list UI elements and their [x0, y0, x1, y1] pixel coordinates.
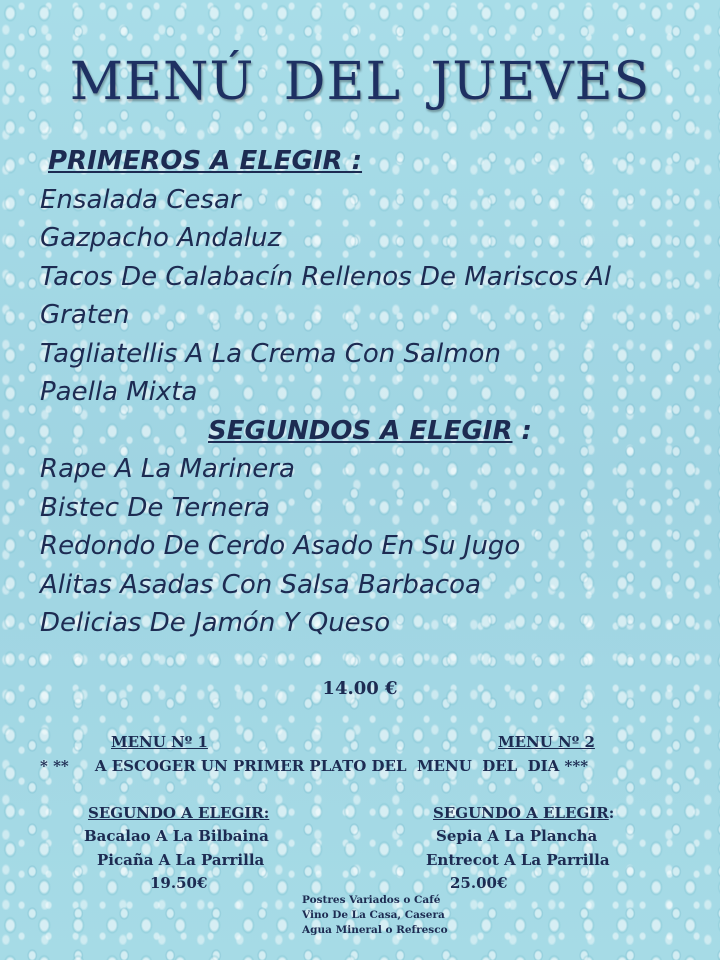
extras-list [302, 893, 448, 938]
segundos-item: Redondo De Cerdo Asado En Su Jugo [40, 531, 521, 561]
extras-item: Agua Mineral o Refresco [302, 924, 448, 936]
segundos-item: Delicias De Jamón Y Queso [40, 608, 391, 638]
menu2-title: MENU Nº 2 [498, 733, 595, 751]
main-menu-list [40, 142, 700, 643]
menu-title: MENÚ DEL JUEVES [69, 52, 651, 112]
menu1-item: Picaña A La Parrilla [97, 851, 265, 869]
primer-plato-note: * ** A ESCOGER UN PRIMER PLATO DEL MENU DEL DIA *** [40, 757, 589, 775]
menu2-segundo-colon: : [608, 804, 615, 822]
menu1-segundo-heading: SEGUNDO A ELEGIR: [88, 804, 270, 822]
menu-price: 14.00 € [322, 678, 398, 699]
segundos-item: Rape A La Marinera [40, 454, 295, 484]
segundos-heading-row [40, 412, 700, 451]
menu2-item: Sepia A La Plancha [436, 827, 598, 845]
primeros-item: Tagliatellis A La Crema Con Salmon [40, 338, 501, 369]
segundos-item: Alitas Asadas Con Salsa Barbacoa [40, 569, 481, 600]
menu1-title: MENU Nº 1 [111, 733, 208, 751]
primeros-item: Paella Mixta [40, 377, 198, 407]
primeros-item: Gazpacho Andaluz [40, 223, 282, 253]
menu1-item: Bacalao A La Bilbaina [84, 827, 269, 845]
primeros-item: Tacos De Calabacín Rellenos De Mariscos Al Graten [40, 261, 612, 330]
primeros-heading: PRIMEROS A ELEGIR : [48, 146, 363, 176]
extras-item: Postres Variados o Café [302, 894, 441, 906]
segundos-item: Bistec De Ternera [40, 492, 271, 523]
menu2-segundo-heading: SEGUNDO A ELEGIR [433, 804, 609, 822]
extras-item: Vino De La Casa, Casera [302, 909, 445, 921]
menu2-segundo-heading-row [433, 804, 614, 822]
menu2-price: 25.00€ [450, 874, 508, 892]
menu1-price: 19.50€ [150, 874, 208, 892]
primeros-item: Ensalada Cesar [40, 184, 241, 215]
menu2-item: Entrecot A La Parrilla [426, 851, 610, 869]
segundos-heading: SEGUNDOS A ELEGIR [208, 415, 513, 446]
segundos-heading-colon: : [512, 415, 532, 446]
